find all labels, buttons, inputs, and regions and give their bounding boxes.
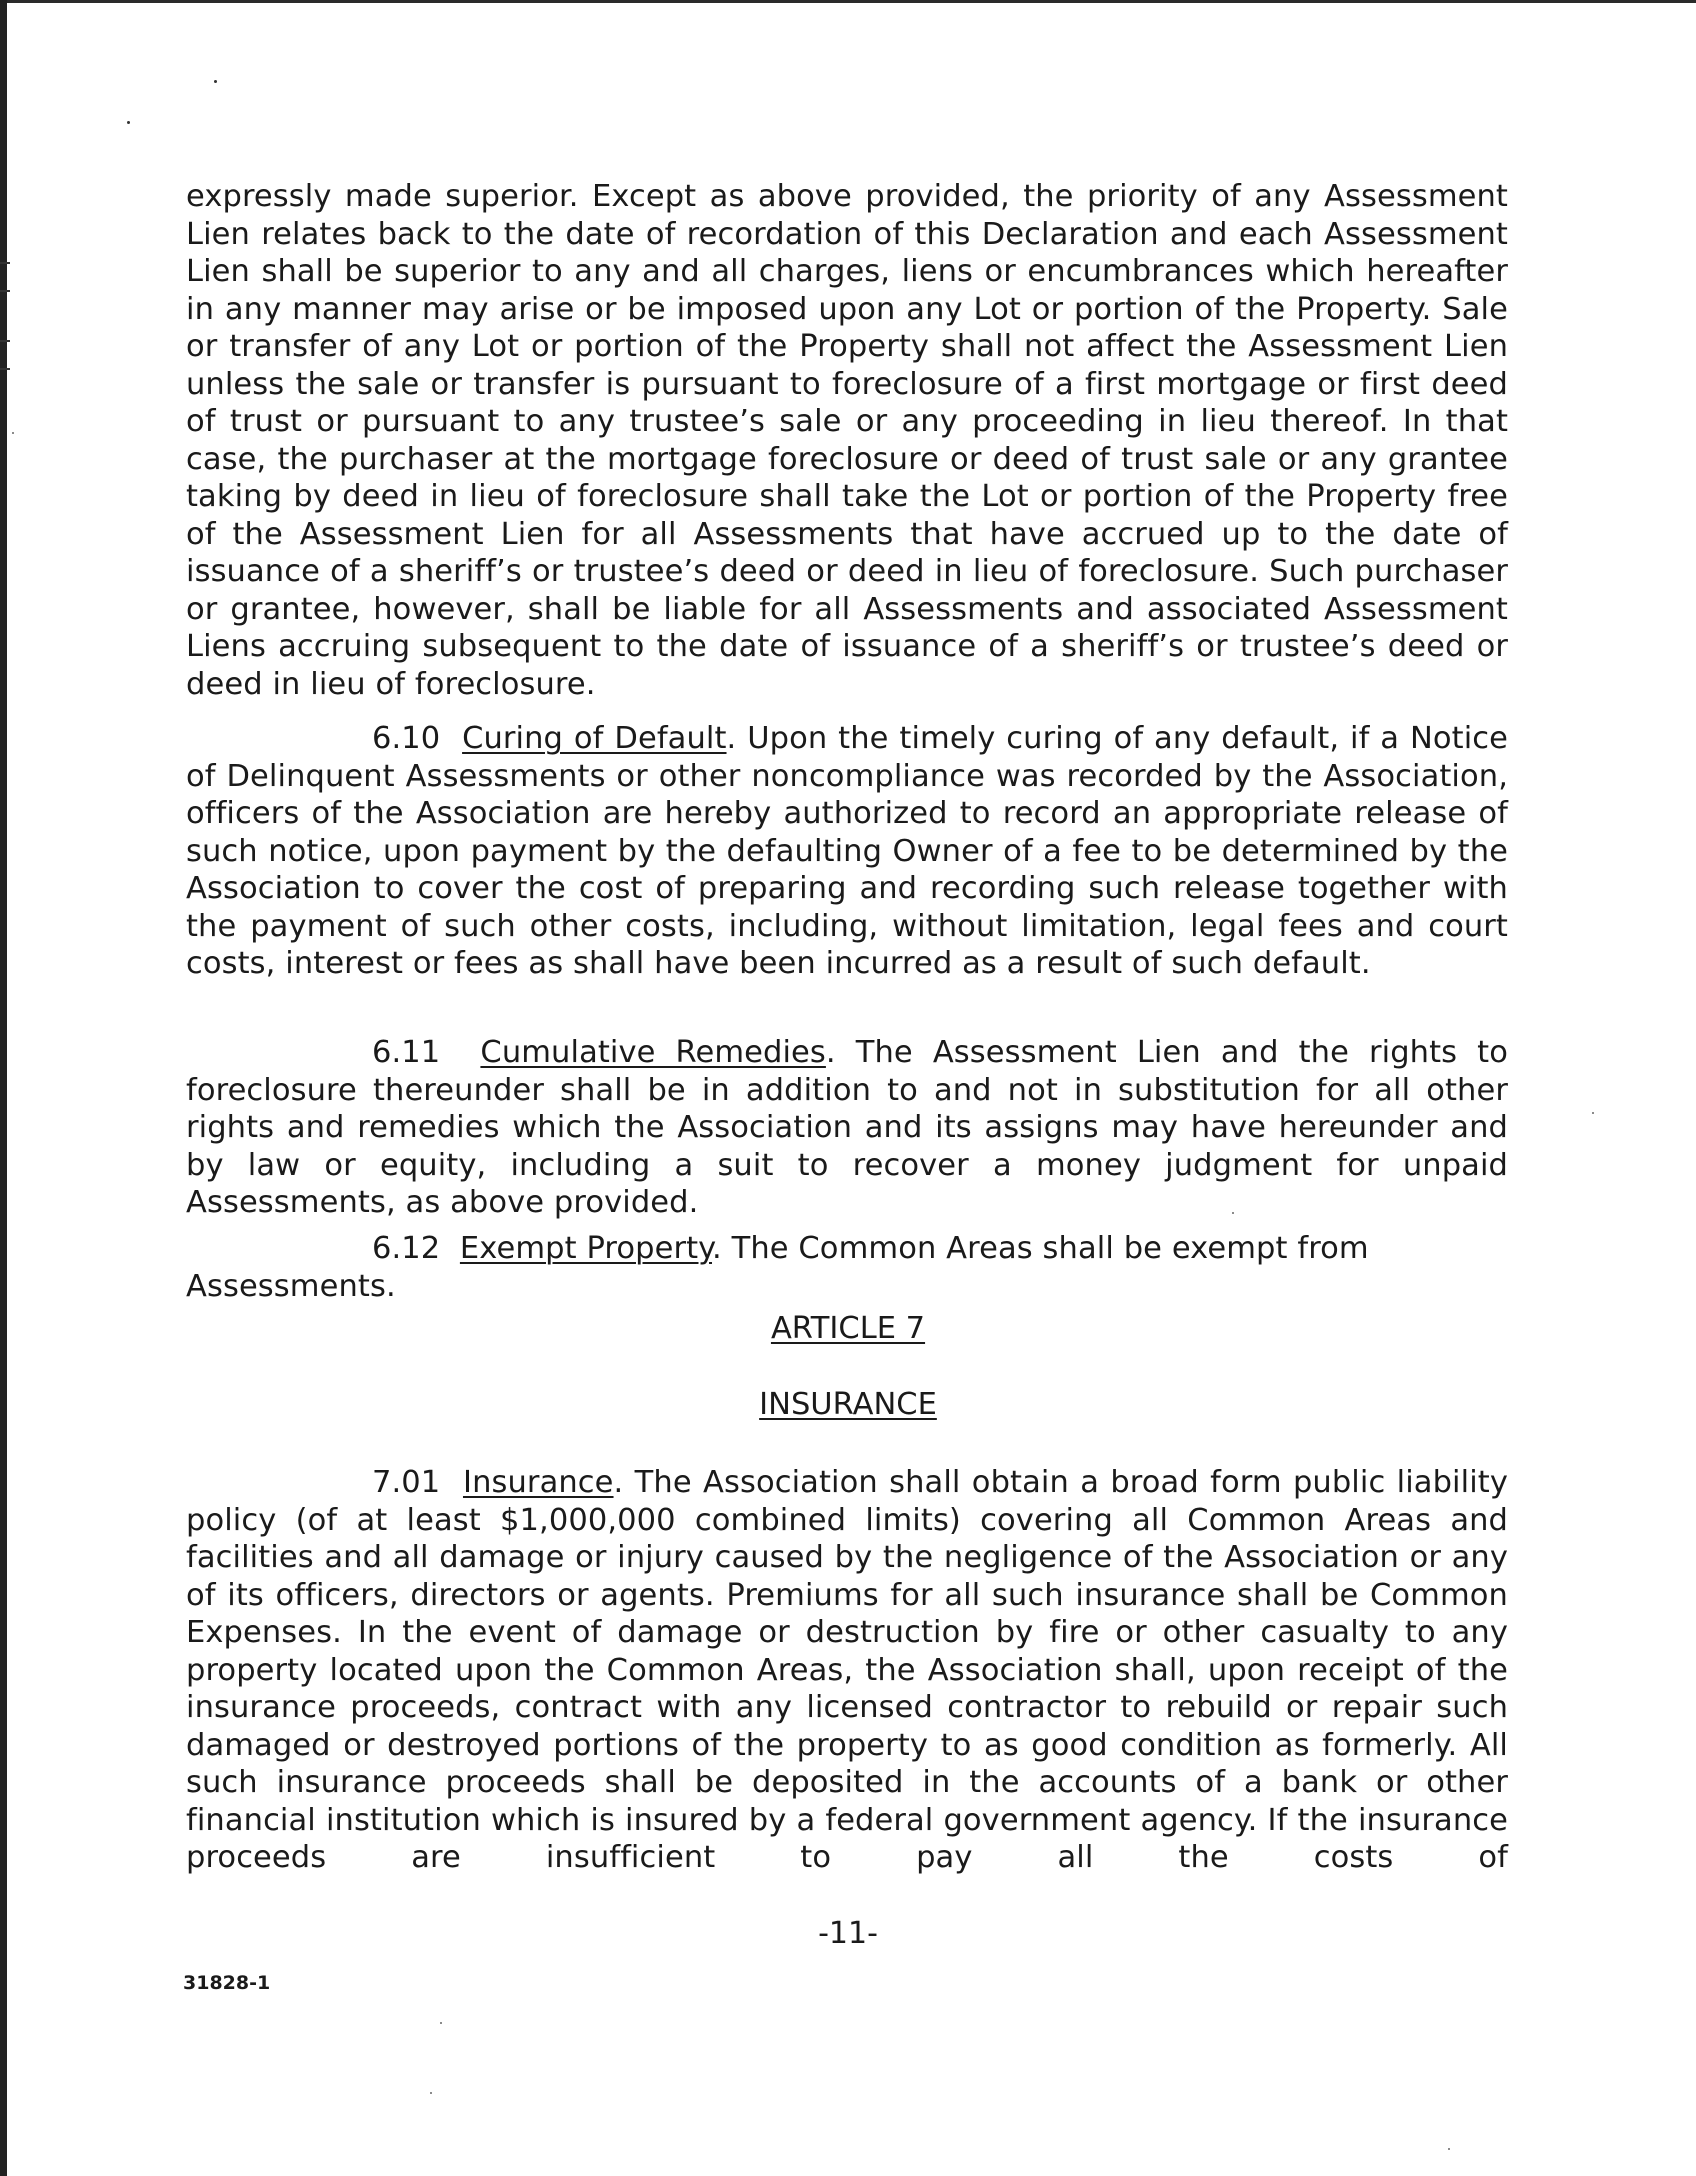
article-heading: ARTICLE 7 xyxy=(770,1311,926,1346)
section-text: . Upon the timely curing of any default, if a Notice of Delinquent Assessments or other noncompliance was recorded by the Association, officers of the Association are hereby authorized to record an appropriate release of such notice, upon payment by the defaulting Owner of a fee to be determined by the Association to cover the cost of preparing and recording such release together with the payment of such other costs, including, without limitation, legal fees and court costs, interest or fees as shall have been incurred as a result of such default. xyxy=(186,721,1508,981)
section-number: 6.10 xyxy=(372,721,441,756)
section-title: Insurance xyxy=(462,1465,614,1500)
section-number: 6.12 xyxy=(372,1231,441,1266)
scan-speck xyxy=(127,121,130,124)
section-paragraph xyxy=(186,1464,1508,1877)
section-title: Curing of Default xyxy=(462,721,727,756)
scan-top-edge xyxy=(0,0,1696,3)
section-title: Exempt Property xyxy=(459,1231,712,1266)
scan-speck xyxy=(430,2092,432,2094)
scan-edge-mark xyxy=(0,340,10,342)
section-6-10 xyxy=(186,720,1508,983)
scan-edge-mark xyxy=(0,262,10,264)
page-number: -11- xyxy=(818,1916,878,1951)
section-paragraph xyxy=(186,1230,1508,1305)
section-6-12 xyxy=(186,1230,1508,1305)
paragraph-text: expressly made superior. Except as above provided, the priority of any Assessment Lien relates back to the date of recordation of this Declaration and each Assessment Lien shall be superior to any and all charges, liens or encumbrances which hereafter in any manner may arise or be imposed upon any Lot or portion of the Property. Sale or transfer of any Lot or portion of the Property shall not affect the Assessment Lien unless the sale or transfer is pursuant to foreclosure of a first mortgage or first deed of trust or pursuant to any trustee’s sale or any proceeding in lieu thereof. In that case, the purchaser at the mortgage foreclosure or deed of trust sale or any grantee taking by deed in lieu of foreclosure shall take the Lot or portion of the Property free of the Assessment Lien for all Assessments that have accrued up to the date of issuance of a sheriff’s or trustee’s deed or deed in lieu of foreclosure. Such purchaser or grantee, however, shall be liable for all Assessments and associated Assessment Liens accruing subsequent to the date of issuance of a sheriff’s or trustee’s deed or deed in lieu of foreclosure. xyxy=(186,179,1508,702)
section-text: . The Assessment Lien and the rights to foreclosure thereunder shall be in addition to and not in substitution for all other rights and remedies which the Association and its assigns may have hereunder and by law or equity, including a suit to recover a money judgment for unpaid Assessments, as above provided. xyxy=(186,1035,1508,1220)
scan-speck xyxy=(440,2022,442,2024)
section-paragraph xyxy=(186,720,1508,983)
scan-edge-mark xyxy=(0,290,10,292)
scan-speck xyxy=(1448,2148,1450,2150)
section-text: . The Association shall obtain a broad form public liability policy (of at least $1,000,000 combined limits) covering all Common Areas and facilities and all damage or injury caused by the negligence of the Association or any of its officers, directors or agents. Premiums for all such insurance shall be Common Expenses. In the event of damage or destruction by fire or other casualty to any property located upon the Common Areas, the Association shall, upon receipt of the insurance proceeds, contract with any licensed contractor to rebuild or repair such damaged or destroyed portions of the property to as good condition as formerly. All such insurance proceeds shall be deposited in the accounts of a bank or other financial institution which is insured by a federal government agency. If the insurance proceeds are insufficient to pay all the costs of xyxy=(186,1465,1508,1875)
scan-speck xyxy=(1592,1112,1594,1114)
scan-left-edge xyxy=(0,0,7,2176)
section-number: 6.11 xyxy=(372,1035,441,1070)
section-number: 7.01 xyxy=(372,1465,441,1500)
scan-speck xyxy=(12,432,14,434)
section-7-01 xyxy=(186,1464,1508,1877)
document-id: 31828-1 xyxy=(183,1972,271,1994)
section-text: . The Common Areas shall be exempt from Assessments. xyxy=(186,1231,1369,1304)
section-6-11 xyxy=(186,1034,1508,1222)
section-title: Cumulative Remedies xyxy=(480,1035,826,1070)
section-paragraph xyxy=(186,1034,1508,1222)
article-title: INSURANCE xyxy=(759,1387,937,1422)
paragraph-continuation xyxy=(186,178,1508,703)
scan-edge-mark xyxy=(0,368,10,370)
scan-speck xyxy=(214,80,217,83)
